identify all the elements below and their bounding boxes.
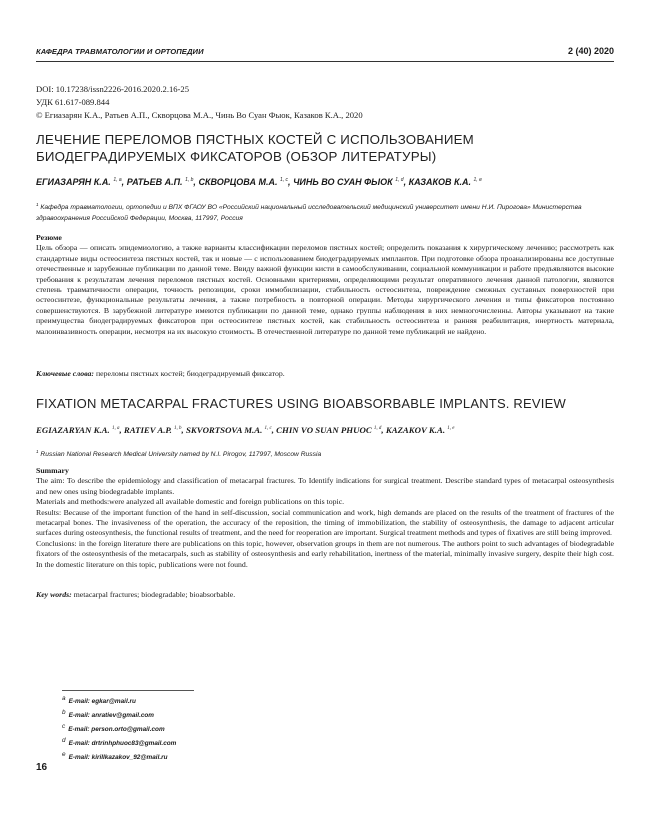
en-summary-materials: Materials and methods:were analyzed all available domestic and foreign publications on this topic. [36,497,345,507]
author-sup: 1, a [111,426,120,432]
author-name: KAZAKOV K.A. [385,425,446,435]
affiliation-sup: 1 [36,202,39,207]
ru-keywords-text: переломы пястных костей; биодеградируемый фиксатор. [95,369,285,378]
ru-abstract [36,233,614,337]
ru-title [36,131,614,165]
ru-keywords [36,369,614,379]
footnote-email: E-mail: egkar@mail.ru [68,698,136,706]
footnote [62,722,462,736]
author-sup: 1, c [264,426,272,432]
footnotes [62,694,462,764]
footnote-mark: b [62,709,66,717]
en-summary [36,466,614,570]
author-sup: 1, a [113,177,122,183]
en-keywords [36,590,614,600]
en-keywords-label: Key words: [36,590,72,599]
footnote-email: E-mail: drtrinhphuoc83@gmail.com [68,740,177,748]
author-name: ЧИНЬ ВО СУАН ФЫОК [293,177,393,187]
author-sup: 1, c [279,177,289,183]
affiliation-sup: 1 [36,449,39,454]
author-name: КАЗАКОВ К.А. [408,177,471,187]
en-title: FIXATION METACARPAL FRACTURES USING BIOABSORBABLE IMPLANTS. REVIEW [36,396,566,411]
footnote [62,736,462,750]
affiliation-text: Кафедра травматологии, ортопедии и ВПХ ФГАОУ ВО «Российский национальный исследовательский медицинский университет имени Н.И. Пирогова» Министерства здравоохранения Российской Федерации, Москва, 117997, Россия [36,204,582,222]
copyright: © Егиазарян К.А., Ратьев А.П., Скворцова М.А., Чинь Во Суан Фыок, Казаков К.А., 2020 [36,110,363,120]
affiliation-text: Russian National Research Medical University named by N.I. Pirogov, 117997, Moscow Russia [40,451,322,459]
header-issue: 2 (40) 2020 [567,46,614,56]
en-summary-conclusions: Conclusions: in the foreign literature there are publications on this topic, however, observation groups in them are not numerous. The authors point to such advantages of biodegradable fixators of the osteosynthesis of the metacarpals, such as stability of osteosynthesis and early rehabilitation, inertness of the material, minimally invasive surgery, despite their high cost. In the domestic literature on this topic, publications were not found. [36,538,614,569]
author-name: SKVORTSOVA M.A. [185,425,263,435]
header-department: КАФЕДРА ТРАВМАТОЛОГИИ И ОРТОПЕДИИ [36,47,204,56]
en-summary-aim: The aim: To describe the epidemiology and classification of metacarpal fractures. To Identify indications for surgical treatment. Describe standard types of metacarpal osteosynthesis and new ones using biodegradable implants. [36,476,614,496]
en-authors: EGIAZARYAN K.A. $^{1, a}$, RATIEV A.P. $^{1, b}$, SKVORTSOVA M.A. $^{1, c}$, CHIN VO SUAN PHUOC $^{1, d}$, KAZAKOV K.A. $^{1, e}$ [36,425,455,435]
ru-affiliation [36,200,614,224]
author-sup: 1, b [174,426,182,432]
author-sup: 1, e [473,177,482,183]
author-sup: 1, d [373,426,382,432]
author-name: СКВОРЦОВА М.А. [198,177,278,187]
doi: DOI: 10.17238/issn2226-2016.2020.2.16-25 [36,84,190,94]
author-sup: 1, d [395,177,404,183]
ru-title-line-2: БИОДЕГРАДИРУЕМЫХ ФИКСАТОРОВ (ОБЗОР ЛИТЕРАТУРЫ) [36,149,437,164]
page-number: 16 [36,762,48,773]
ru-title-line-1: ЛЕЧЕНИЕ ПЕРЕЛОМОВ ПЯСТНЫХ КОСТЕЙ С ИСПОЛЬЗОВАНИЕМ [36,132,474,147]
footnote-mark: d [62,737,66,745]
footnote-mark: e [62,751,66,759]
en-summary-heading: Summary [36,466,69,475]
ru-abstract-heading: Резюме [36,233,62,242]
udk: УДК 61.617-089.844 [36,97,110,107]
author-name: EGIAZARYAN K.A. [36,425,110,435]
footnote-email: E-mail: anratiev@gmail.com [68,712,154,720]
header-rule [36,61,614,62]
footnote-mark: c [62,723,66,731]
ru-abstract-text: Цель обзора — описать эпидемиологию, а также варианты классификации переломов пястных костей; определить показания к хирургическому лечению; рассмотреть как стандартные виды остеосинтеза пястных костей, так и новые — с использованием биодеградируемых имплантов. При подготовке обзора проанализированы все доступные отечественные и зарубежные публикации по данной теме. Ввиду важной функции кисти в самообслуживании, социальной коммуникации и работе предъявляются высокие требования к результатам лечения переломов пястных костей. Основными критериями, определяющими результат оперативного лечения данной патологии, являются степень травматичности операции, точность репозиции, сроки иммобилизации, стабильность остеосинтеза, повреждение смежных суставных поверхностей при остеосинтезе, функциональные результаты лечения, а также потребность в повторной операции. Методы хирургического лечения и типы фиксаторов постоянно совершенствуются. В зарубежной литературе имеются публикации по данной теме, однако группы наблюдения в них немногочисленны. Авторы указывают на такие преимущества биодеградируемых фиксаторов при остеосинтезе пястных костей, как стабильность остеосинтеза и ранняя реабилитация, инертность материала, малоинвазивность операции, несмотря на их высокую стоимость. В отечественной литературе по данной теме публикаций не найдено. [36,243,614,336]
footnote-rule [62,690,194,691]
author-name: РАТЬЕВ А.П. [126,177,183,187]
footnote-email: E-mail: kirillkazakov_92@mail.ru [68,754,168,762]
author-name: RATIEV A.P. [123,425,172,435]
running-header [36,47,614,61]
author-sup: 1, e [447,426,455,432]
footnote-mark: a [62,695,66,702]
footnote [62,708,462,722]
author-name: CHIN VO SUAN PHUOC [276,425,372,435]
footnote [62,750,462,764]
en-summary-results: Results: Because of the important function of the hand in self-discussion, social communication and work, high demands are placed on the results of the treatment of fractures of the metacarpal bones. The invasiveness of the operation, the accuracy of the reposition, the timing of immobilization, the stability of osteosynthesis, the damage to adjacent articular surfaces during osteosynthesis, the functional results of treatment, and the need for reoperation are important. Surgical treatment methods and types of fixatives are still being improved. [36,507,614,538]
author-name: ЕГИАЗАРЯН К.А. [36,177,111,187]
en-affiliation [36,449,614,458]
footnote [62,694,462,708]
ru-keywords-label: Ключевые слова: [36,369,95,378]
en-keywords-text: metacarpal fractures; biodegradable; bioabsorbable. [73,590,236,599]
article-meta [36,83,614,122]
footnote-email: E-mail: person.orto@gmail.com [68,726,165,734]
author-sup: 1, b [185,177,194,183]
ru-authors: ЕГИАЗАРЯН К.А. $^{1, a}$, РАТЬЕВ А.П. $^{1, b}$, СКВОРЦОВА М.А. $^{1, c}$, ЧИНЬ ВО СУАН ФЫОК $^{1, d}$, КАЗАКОВ К.А. $^{1, e}$ [36,177,482,187]
